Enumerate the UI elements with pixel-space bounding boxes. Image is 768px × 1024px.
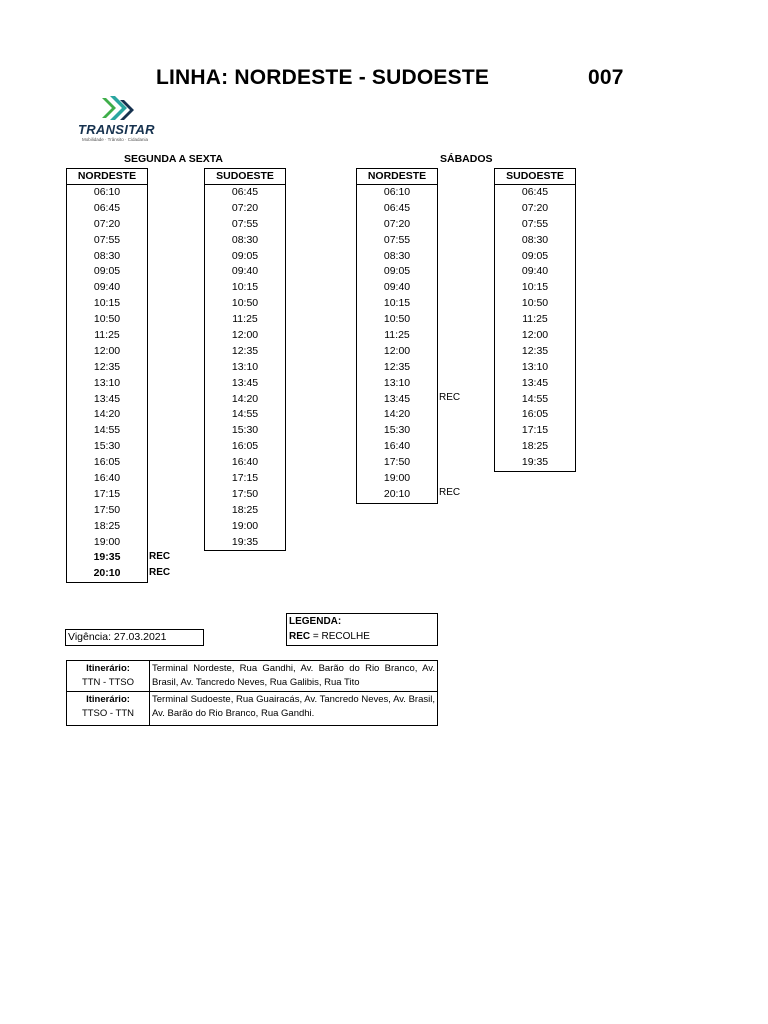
time-cell: 12:00	[231, 329, 259, 342]
time-cell: 07:20	[521, 201, 549, 214]
itinerary-row-1	[66, 660, 438, 692]
time-cell: 16:40	[383, 440, 411, 453]
time-cell: 16:05	[521, 408, 549, 421]
rec-note: REC	[149, 550, 171, 562]
time-cell: 10:50	[231, 297, 259, 310]
weekday-nordeste-column	[66, 168, 148, 583]
time-cell: 13:45	[383, 392, 411, 405]
time-cell: 11:25	[94, 329, 120, 342]
time-cell: 16:05	[93, 456, 121, 469]
legend-box	[286, 613, 438, 646]
time-cell: 12:00	[521, 329, 549, 342]
legend-entry	[289, 629, 437, 644]
time-cell: 16:40	[93, 472, 121, 485]
time-cell: 11:25	[384, 329, 410, 342]
time-cell: 11:25	[232, 313, 258, 326]
time-cell: 07:55	[231, 217, 259, 230]
time-cell: 13:45	[521, 376, 549, 389]
time-cell: 07:55	[383, 233, 411, 246]
time-cell: 20:10	[93, 567, 121, 580]
rec-note: REC	[149, 566, 171, 578]
time-cell: 07:55	[521, 217, 549, 230]
itinerary-text: Terminal Nordeste, Rua Gandhi, Av. Barão do Rio Branco, Av. Brasil, Av. Tancredo Neves, Rua Galibis, Rua Tito	[152, 663, 435, 688]
time-cell: 09:40	[231, 265, 259, 278]
saturday-nordeste-column	[356, 168, 438, 504]
time-cell: 15:30	[231, 424, 259, 437]
time-cell: 06:45	[383, 201, 411, 214]
time-cell: 07:20	[231, 201, 259, 214]
line-label: LINHA: NORDESTE - SUDOESTE	[156, 66, 490, 89]
time-cell: 14:55	[521, 392, 549, 405]
time-cell: 10:15	[521, 281, 549, 294]
time-cell: 10:50	[93, 313, 121, 326]
legend-title: LEGENDA:	[289, 616, 342, 627]
time-cell: 17:50	[231, 487, 259, 500]
time-cell: 08:30	[383, 249, 411, 262]
time-cell: 12:00	[93, 344, 121, 357]
time-cell: 19:35	[521, 456, 549, 469]
time-cell: 10:15	[93, 297, 121, 310]
time-cell: 06:45	[93, 201, 121, 214]
time-cell: 06:10	[93, 186, 121, 198]
time-cell: 19:00	[383, 472, 411, 485]
time-cell: 06:45	[231, 186, 259, 198]
column-header: SUDOESTE	[205, 169, 285, 185]
saturday-label: SÁBADOS	[440, 153, 493, 165]
time-cell: 20:10	[383, 487, 411, 500]
time-cell: 09:40	[521, 265, 549, 278]
time-cell: 17:50	[383, 456, 411, 469]
time-cell: 12:35	[521, 344, 549, 357]
time-cell: 17:15	[231, 472, 259, 485]
time-cell: 07:20	[383, 217, 411, 230]
logo-tagline: Mobilidade · Trânsito · Cidadania	[82, 137, 149, 142]
time-cell: 07:55	[93, 233, 121, 246]
time-cell: 13:45	[231, 376, 259, 389]
page-title	[156, 66, 636, 96]
logo-brand: TRANSITAR	[78, 122, 155, 137]
time-cell: 18:25	[521, 440, 549, 453]
column-header: NORDESTE	[67, 169, 147, 185]
time-cell: 12:35	[93, 360, 121, 373]
itinerary-key	[67, 661, 150, 691]
time-cell: 17:15	[521, 424, 549, 437]
time-cell: 09:40	[93, 281, 121, 294]
line-number: 007	[588, 66, 624, 89]
itinerary-route: TTN - TTSO	[81, 677, 135, 688]
itinerary-label: Itinerário:	[86, 694, 130, 705]
time-cell: 09:05	[231, 249, 259, 262]
time-cell: 12:35	[383, 360, 411, 373]
itinerary-label: Itinerário:	[86, 663, 130, 674]
time-cell: 18:25	[231, 503, 259, 516]
time-cell: 19:35	[231, 535, 259, 548]
time-cell: 13:10	[93, 376, 121, 389]
itinerary-row-2	[66, 692, 438, 726]
time-cell: 19:00	[93, 535, 121, 548]
time-cell: 16:05	[231, 440, 259, 453]
time-cell: 08:30	[521, 233, 549, 246]
time-cell: 09:40	[383, 281, 411, 294]
time-cell: 14:55	[231, 408, 259, 421]
time-cell: 08:30	[231, 233, 259, 246]
time-cell: 13:45	[93, 392, 121, 405]
time-cell: 07:20	[93, 217, 121, 230]
time-cell: 17:15	[93, 487, 121, 500]
time-cell: 08:30	[93, 249, 121, 262]
time-cell: 19:00	[231, 519, 259, 532]
saturday-sudoeste-column	[494, 168, 576, 472]
rec-note: REC	[439, 487, 461, 499]
column-header: SUDOESTE	[495, 169, 575, 185]
time-cell: 16:40	[231, 456, 259, 469]
time-cell: 06:10	[383, 186, 411, 198]
time-cell: 15:30	[93, 440, 121, 453]
time-cell: 06:45	[521, 186, 549, 198]
time-cell: 11:25	[522, 313, 548, 326]
time-cell: 18:25	[93, 519, 121, 532]
time-cell: 09:05	[383, 265, 411, 278]
time-cell: 13:10	[383, 376, 411, 389]
time-cell: 10:50	[521, 297, 549, 310]
time-cell: 09:05	[93, 265, 121, 278]
time-cell: 14:20	[383, 408, 411, 421]
time-cell: 14:20	[93, 408, 121, 421]
time-cell: 10:15	[383, 297, 411, 310]
itinerary-route: TTSO - TTN	[81, 708, 135, 719]
transitar-logo	[76, 94, 172, 146]
legend-code: REC	[289, 631, 311, 642]
time-cell: 14:20	[231, 392, 259, 405]
time-cell: 19:35	[93, 551, 121, 564]
time-cell: 10:50	[383, 313, 411, 326]
validity-date: Vigência: 27.03.2021	[65, 629, 204, 646]
time-cell: 12:00	[383, 344, 411, 357]
column-header: NORDESTE	[357, 169, 437, 185]
time-cell: 17:50	[93, 503, 121, 516]
itinerary-text: Terminal Sudoeste, Rua Guairacás, Av. Tancredo Neves, Av. Brasil, Av. Barão do Rio Branco, Rua Gandhi.	[152, 694, 435, 719]
time-cell: 15:30	[383, 424, 411, 437]
time-cell: 10:15	[231, 281, 259, 294]
rec-note: REC	[439, 391, 461, 403]
time-cell: 13:10	[521, 360, 549, 373]
time-cell: 09:05	[521, 249, 549, 262]
weekdays-label: SEGUNDA A SEXTA	[124, 153, 223, 165]
legend-meaning: = RECOLHE	[310, 631, 370, 642]
itinerary-key	[67, 692, 150, 725]
weekday-sudoeste-column	[204, 168, 286, 551]
time-cell: 13:10	[231, 360, 259, 373]
time-cell: 14:55	[93, 424, 121, 437]
time-cell: 12:35	[231, 344, 259, 357]
